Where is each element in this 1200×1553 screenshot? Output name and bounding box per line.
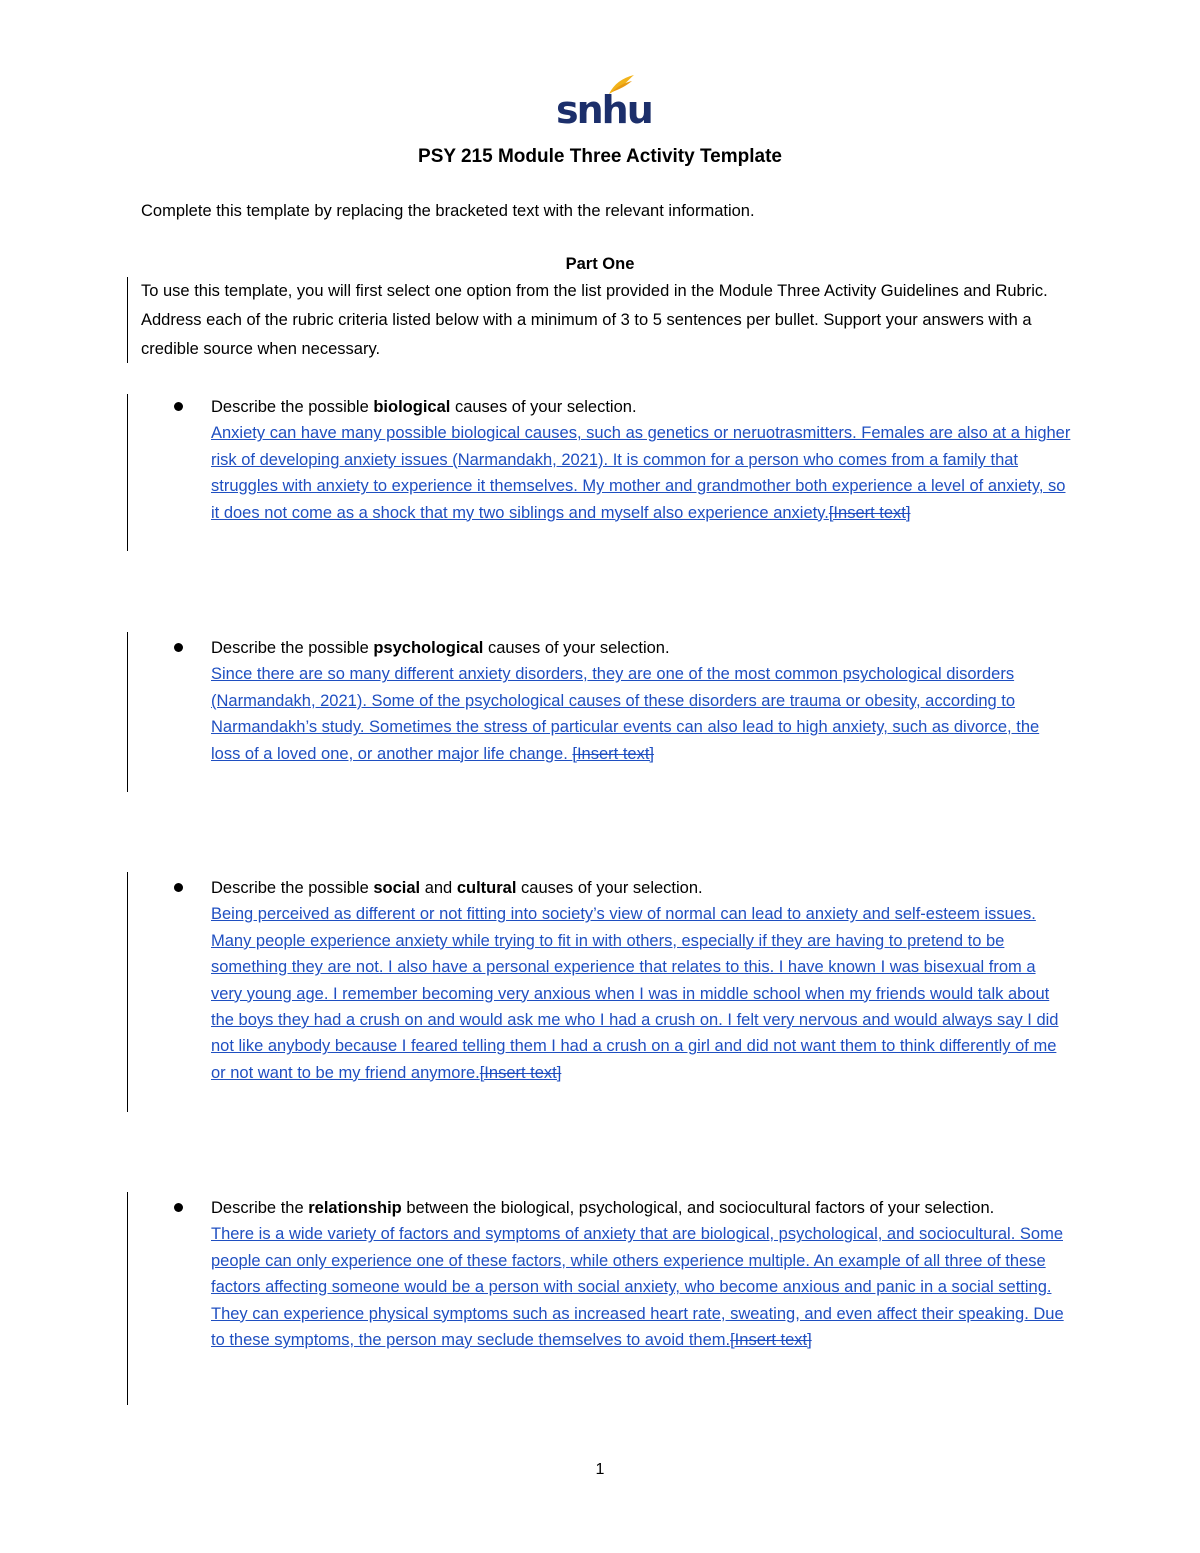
revision-bar (127, 632, 128, 792)
list-item-relationship (211, 1195, 1071, 1353)
bullet-icon (174, 883, 183, 892)
document-title: PSY 215 Module Three Activity Template (418, 146, 782, 167)
item-answer[interactable]: Since there are so many different anxiety disorders, they are one of the most common psychological disorders (Narmandakh, 2021). Some of the psychological causes of these disorders are trauma or obesity, according to Narmandakh’s study. Sometimes the stress of particular events can also lead to high anxiety, such as divorce, the loss of a loved one, or another major life change. [Insert text] (211, 665, 1040, 763)
logo-text: snhu (556, 88, 652, 132)
item-answer[interactable]: Anxiety can have many possible biological causes, such as genetics or neruotrasmitters. Females are also at a higher risk of developing anxiety issues (Narmandakh, 2021). It is common for a person who comes from a family that struggles with anxiety to experience it themselves. My mother and grandmother both experience a level of anxiety, so it does not come as a shock that my two siblings and myself also experience anxiety.[Insert text] (211, 424, 1071, 522)
deleted-placeholder: [Insert text] (828, 503, 911, 522)
revision-bar (127, 277, 128, 363)
revision-bar (127, 872, 128, 1112)
list-item-biological (211, 394, 1071, 526)
list-item-social-cultural (211, 875, 1071, 1086)
snhu-logo (556, 74, 652, 132)
list-item-psychological (211, 635, 1071, 767)
part-one-instructions: To use this template, you will first select one option from the list provided in the Module Three Activity Guidelines and Rubric. Address each of the rubric criteria listed below with a minimum of 3 to 5 sentences per bullet. Support your answers with a credible source when necessary. (141, 282, 1048, 358)
item-prompt: Describe the possible psychological causes of your selection. (211, 639, 670, 657)
item-prompt: Describe the possible biological causes of your selection. (211, 398, 637, 416)
item-prompt: Describe the possible social and cultural causes of your selection. (211, 879, 703, 897)
deleted-placeholder: [Insert text] (730, 1331, 812, 1350)
page-number: 1 (595, 1461, 605, 1478)
item-answer[interactable]: Being perceived as different or not fitting into society’s view of normal can lead to anxiety and self-esteem issues. Many people experience anxiety while trying to fit in with others, especially if they are having to pretend to be something they are not. I also have a personal experience that relates to this. I have known I was bisexual from a very young age. I remember becoming very anxious when I was in middle school when my friends would talk about the boys they had a crush on and would ask me who I had a crush on. I felt very nervous and would always say I did not like anybody because I feared telling them I had a crush on a girl and did not want them to think differently of me or not want to be my friend anymore.[Insert text] (211, 905, 1059, 1082)
bullet-icon (174, 1203, 183, 1212)
deleted-placeholder: [Insert text] (479, 1063, 562, 1082)
bullet-icon (174, 402, 183, 411)
bullet-icon (174, 643, 183, 652)
revision-bar (127, 1192, 128, 1405)
item-prompt: Describe the relationship between the biological, psychological, and sociocultural factors of your selection. (211, 1199, 995, 1217)
revision-bar (127, 394, 128, 551)
deleted-placeholder: [Insert text] (572, 744, 655, 763)
part-one-heading: Part One (565, 255, 635, 273)
item-answer[interactable]: There is a wide variety of factors and symptoms of anxiety that are biological, psychological, and sociocultural. Some people can only experience one of these factors, while others experience multiple. An example of all three of these factors affecting someone would be a person with social anxiety, who become anxious and panic in a social setting. They can experience physical symptoms such as increased heart rate, sweating, and even affect their speaking. Due to these symptoms, the person may seclude themselves to avoid them.[Insert text] (211, 1225, 1064, 1350)
intro-text: Complete this template by replacing the bracketed text with the relevant information. (141, 202, 755, 220)
